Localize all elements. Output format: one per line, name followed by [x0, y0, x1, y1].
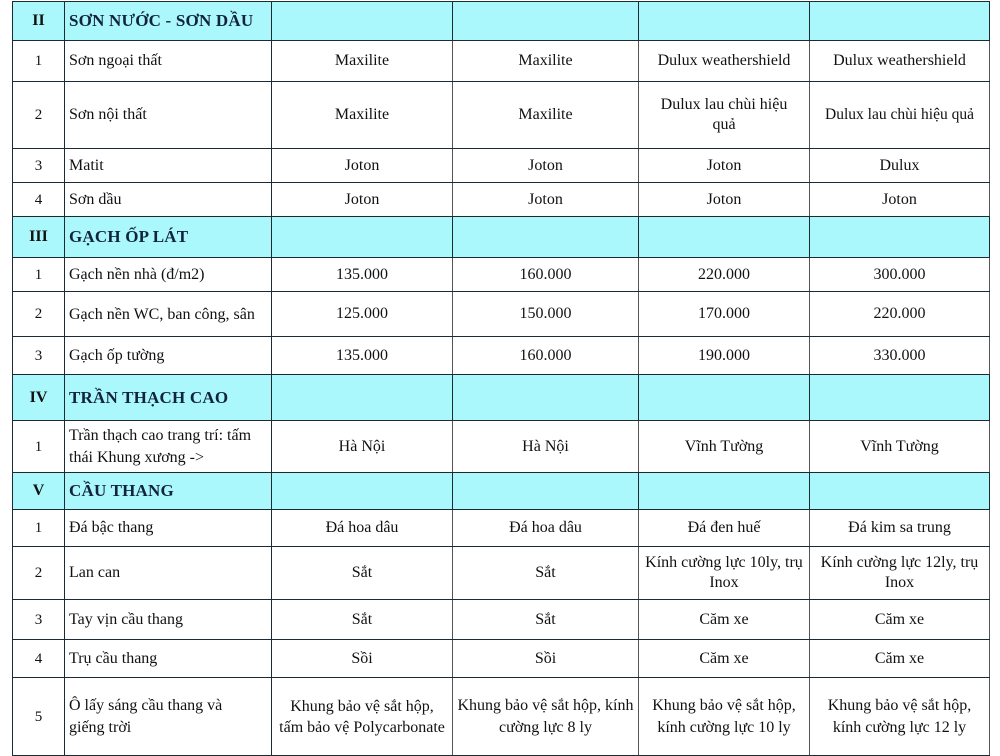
option-2-value: Đá hoa dâu	[453, 510, 639, 547]
option-3-value: Khung bảo vệ sắt hộp, kính cường lực 10 ly	[639, 678, 810, 756]
table-row	[13, 41, 990, 82]
option-4-value: 330.000	[810, 337, 990, 375]
table-row	[13, 258, 990, 292]
option-4-value: 300.000	[810, 258, 990, 292]
option-1-value: Joton	[272, 149, 453, 183]
option-2-value: 150.000	[453, 292, 639, 337]
option-4-value: Khung bảo vệ sắt hộp, kính cường lực 12 ly	[810, 678, 990, 756]
row-number: 5	[13, 678, 65, 756]
item-name: Ô lấy sáng cầu thang và giếng trời	[65, 678, 272, 756]
material-spec-table	[12, 1, 990, 756]
table-row	[13, 292, 990, 337]
section-header-row	[13, 2, 990, 41]
option-1-value: Khung bảo vệ sắt hộp, tấm bảo vệ Polycarbonate	[272, 678, 453, 756]
row-number: 4	[13, 183, 65, 217]
option-1-value: Sắt	[272, 547, 453, 600]
section-title: GẠCH ỐP LÁT	[65, 217, 272, 258]
option-2-value: Maxilite	[453, 82, 639, 149]
empty-cell	[453, 473, 639, 510]
empty-cell	[272, 375, 453, 421]
row-number: 1	[13, 258, 65, 292]
option-1-value: 135.000	[272, 337, 453, 375]
item-name: Đá bậc thang	[65, 510, 272, 547]
option-2-value: Sồi	[453, 640, 639, 678]
option-4-value: Joton	[810, 183, 990, 217]
empty-cell	[810, 473, 990, 510]
item-name: Sơn dầu	[65, 183, 272, 217]
section-title: TRẦN THẠCH CAO	[65, 375, 272, 421]
option-2-value: Hà Nội	[453, 421, 639, 473]
section-numeral: V	[13, 473, 65, 510]
option-1-value: Sắt	[272, 600, 453, 640]
empty-cell	[272, 217, 453, 258]
option-3-value: Căm xe	[639, 600, 810, 640]
table-row	[13, 82, 990, 149]
option-1-value: Maxilite	[272, 41, 453, 82]
table-row	[13, 600, 990, 640]
option-4-value: Kính cường lực 12ly, trụ Inox	[810, 547, 990, 600]
option-2-value: Khung bảo vệ sắt hộp, kính cường lực 8 ly	[453, 678, 639, 756]
table-row	[13, 547, 990, 600]
item-name: Tay vịn cầu thang	[65, 600, 272, 640]
item-name: Sơn nội thất	[65, 82, 272, 149]
empty-cell	[639, 2, 810, 41]
empty-cell	[453, 375, 639, 421]
item-name: Matit	[65, 149, 272, 183]
option-4-value: Đá kim sa trung	[810, 510, 990, 547]
section-numeral: IV	[13, 375, 65, 421]
option-4-value: Vĩnh Tường	[810, 421, 990, 473]
empty-cell	[639, 473, 810, 510]
empty-cell	[272, 2, 453, 41]
table-row	[13, 421, 990, 473]
row-number: 1	[13, 421, 65, 473]
option-3-value: 220.000	[639, 258, 810, 292]
row-number: 3	[13, 600, 65, 640]
option-1-value: 125.000	[272, 292, 453, 337]
item-name: Trần thạch cao trang trí: tấm thái Khung xương ->	[65, 421, 272, 473]
option-2-value: 160.000	[453, 258, 639, 292]
option-3-value: Joton	[639, 149, 810, 183]
option-3-value: Vĩnh Tường	[639, 421, 810, 473]
item-name: Gạch nền WC, ban công, sân	[65, 292, 272, 337]
table-row	[13, 149, 990, 183]
row-number: 1	[13, 510, 65, 547]
option-2-value: 160.000	[453, 337, 639, 375]
table-row	[13, 640, 990, 678]
option-3-value: Căm xe	[639, 640, 810, 678]
option-4-value: Dulux lau chùi hiệu quả	[810, 82, 990, 149]
section-numeral: III	[13, 217, 65, 258]
row-number: 2	[13, 292, 65, 337]
option-1-value: 135.000	[272, 258, 453, 292]
section-numeral: II	[13, 2, 65, 41]
option-3-value: 170.000	[639, 292, 810, 337]
option-2-value: Sắt	[453, 547, 639, 600]
empty-cell	[272, 473, 453, 510]
table-row	[13, 337, 990, 375]
option-2-value: Sắt	[453, 600, 639, 640]
option-4-value: Dulux weathershield	[810, 41, 990, 82]
section-title: CẦU THANG	[65, 473, 272, 510]
section-header-row	[13, 473, 990, 510]
option-2-value: Joton	[453, 183, 639, 217]
row-number: 2	[13, 547, 65, 600]
empty-cell	[453, 2, 639, 41]
empty-cell	[810, 2, 990, 41]
section-header-row	[13, 375, 990, 421]
option-1-value: Maxilite	[272, 82, 453, 149]
row-number: 3	[13, 149, 65, 183]
empty-cell	[810, 375, 990, 421]
option-3-value: Joton	[639, 183, 810, 217]
row-number: 4	[13, 640, 65, 678]
empty-cell	[453, 217, 639, 258]
table-row	[13, 510, 990, 547]
option-1-value: Joton	[272, 183, 453, 217]
option-2-value: Joton	[453, 149, 639, 183]
option-4-value: Dulux	[810, 149, 990, 183]
empty-cell	[810, 217, 990, 258]
empty-cell	[639, 375, 810, 421]
option-4-value: Căm xe	[810, 640, 990, 678]
option-2-value: Maxilite	[453, 41, 639, 82]
option-4-value: Căm xe	[810, 600, 990, 640]
option-1-value: Sồi	[272, 640, 453, 678]
section-header-row	[13, 217, 990, 258]
item-name: Sơn ngoại thất	[65, 41, 272, 82]
item-name: Gạch ốp tường	[65, 337, 272, 375]
item-name: Trụ cầu thang	[65, 640, 272, 678]
option-3-value: Dulux weathershield	[639, 41, 810, 82]
item-name: Gạch nền nhà (đ/m2)	[65, 258, 272, 292]
empty-cell	[639, 217, 810, 258]
row-number: 2	[13, 82, 65, 149]
option-3-value: Kính cường lực 10ly, trụ Inox	[639, 547, 810, 600]
row-number: 3	[13, 337, 65, 375]
section-title: SƠN NƯỚC - SƠN DẦU	[65, 2, 272, 41]
option-1-value: Đá hoa dâu	[272, 510, 453, 547]
row-number: 1	[13, 41, 65, 82]
option-1-value: Hà Nội	[272, 421, 453, 473]
item-name: Lan can	[65, 547, 272, 600]
option-3-value: Dulux lau chùi hiệu quả	[639, 82, 810, 149]
option-3-value: 190.000	[639, 337, 810, 375]
table-row	[13, 183, 990, 217]
table-row	[13, 678, 990, 756]
option-3-value: Đá đen huế	[639, 510, 810, 547]
option-4-value: 220.000	[810, 292, 990, 337]
